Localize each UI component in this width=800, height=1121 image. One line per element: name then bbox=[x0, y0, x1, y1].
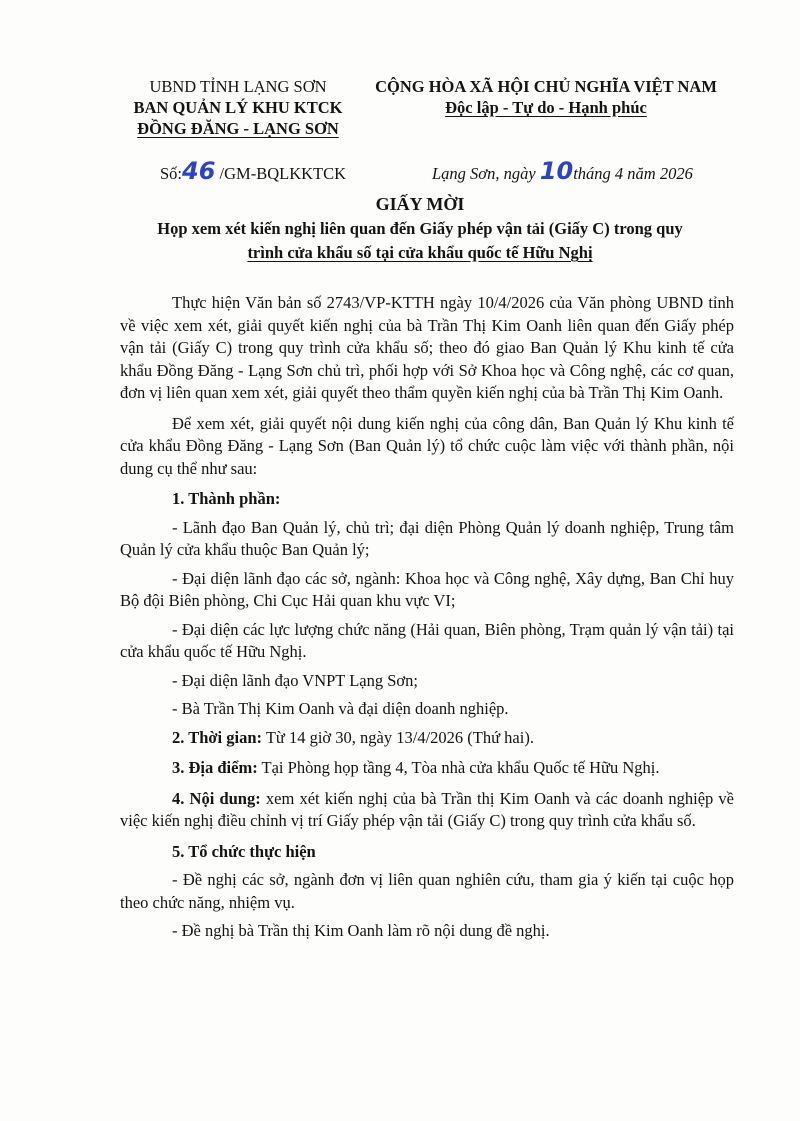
section-implementation-heading: 5. Tổ chức thực hiện bbox=[172, 841, 316, 861]
paragraph-purpose: Để xem xét, giải quyết nội dung kiến nghị của công dân, Ban Quản lý Khu kinh tế cửa khẩu Đồng Đăng - Lạng Sơn (Ban Quản lý) tổ chức cuộc làm việc với thành phần, nội dung cụ thể như sau: bbox=[120, 413, 734, 478]
paragraph-basis: Thực hiện Văn bản số 2743/VP-KTTH ngày 10/4/2026 của Văn phòng UBND tỉnh về việc xem xét, giải quyết kiến nghị của bà Trần Thị Kim Oanh liên quan đến Giấy phép vận tải (Giấy C) trong quy trình cửa khẩu số; theo đó giao Ban Quản lý Khu kinh tế cửa khẩu Đồng Đăng - Lạng Sơn chủ trì, phối hợp với Sở Khoa học và Công nghệ, các cơ quan, đơn vị liên quan xem xét, giải quyết theo thẩm quyền kiến nghị của bà Trần Thị Kim Oanh. bbox=[120, 293, 734, 402]
document-date: Lạng Sơn, ngày 10tháng 4 năm 2026 bbox=[432, 157, 693, 185]
participant-item: - Đại diện lãnh đạo VNPT Lạng Sơn; bbox=[172, 670, 418, 690]
document-title bbox=[100, 192, 740, 264]
country-name: CỘNG HÒA XÃ HỘI CHỦ NGHĨA VIỆT NAM bbox=[375, 77, 717, 96]
agency-name: BAN QUẢN LÝ KHU KTCK bbox=[133, 98, 343, 117]
participant-item: - Đại diện lãnh đạo các sở, ngành: Khoa học và Công nghệ, Xây dựng, Ban Chỉ huy Bộ đội Biên phòng, Chi Cục Hải quan khu vực VI; bbox=[120, 568, 734, 610]
implementation-item: - Đề nghị các sở, ngành đơn vị liên quan nghiên cứu, tham gia ý kiến tại cuộc họp theo chức năng, nhiệm vụ. bbox=[120, 870, 734, 912]
title-main: GIẤY MỜI bbox=[375, 194, 465, 214]
handwritten-number: 46 bbox=[182, 157, 216, 185]
participant-item: - Bà Trần Thị Kim Oanh và đại diện doanh nghiệp. bbox=[172, 699, 509, 718]
section-location: 3. Địa điểm: Tại Phòng họp tầng 4, Tòa nhà cửa khẩu Quốc tế Hữu Nghị. bbox=[172, 758, 660, 777]
national-motto: Độc lập - Tự do - Hạnh phúc bbox=[445, 98, 647, 117]
title-subtitle-line2: trình cửa khẩu số tại cửa khẩu quốc tế Hữu Nghị bbox=[247, 243, 593, 262]
document-body bbox=[120, 292, 734, 949]
handwritten-day: 10 bbox=[539, 157, 574, 185]
national-motto-header bbox=[360, 76, 732, 118]
participant-item: - Lãnh đạo Ban Quản lý, chủ trì; đại diện Phòng Quản lý doanh nghiệp, Trung tâm Quản lý cửa khẩu thuộc Ban Quản lý; bbox=[120, 517, 734, 559]
section-time: 2. Thời gian: Từ 14 giờ 30, ngày 13/4/2026 (Thứ hai). bbox=[172, 727, 534, 747]
issuing-agency-header bbox=[118, 76, 358, 139]
agency-location: ĐỒNG ĐĂNG - LẠNG SƠN bbox=[137, 119, 339, 138]
title-subtitle-line1: Họp xem xét kiến nghị liên quan đến Giấy phép vận tải (Giấy C) trong quy bbox=[157, 219, 683, 238]
implementation-item: - Đề nghị bà Trần thị Kim Oanh làm rõ nội dung đề nghị. bbox=[172, 921, 550, 940]
participant-item: - Đại diện các lực lượng chức năng (Hải quan, Biên phòng, Trạm quản lý vận tải) tại cửa khẩu quốc tế Hữu Nghị. bbox=[120, 619, 734, 661]
section-content: 4. Nội dung: xem xét kiến nghị của bà Trần thị Kim Oanh và các doanh nghiệp về việc kiến nghị điều chỉnh vị trí Giấy phép vận tải (Giấy C) trong quy trình cửa khẩu số. bbox=[120, 788, 735, 830]
document-reference: Số:46 /GM-BQLKKTCK bbox=[160, 157, 347, 185]
section-participants-heading: 1. Thành phần: bbox=[172, 489, 281, 508]
agency-parent: UBND TỈNH LẠNG SƠN bbox=[149, 77, 327, 96]
